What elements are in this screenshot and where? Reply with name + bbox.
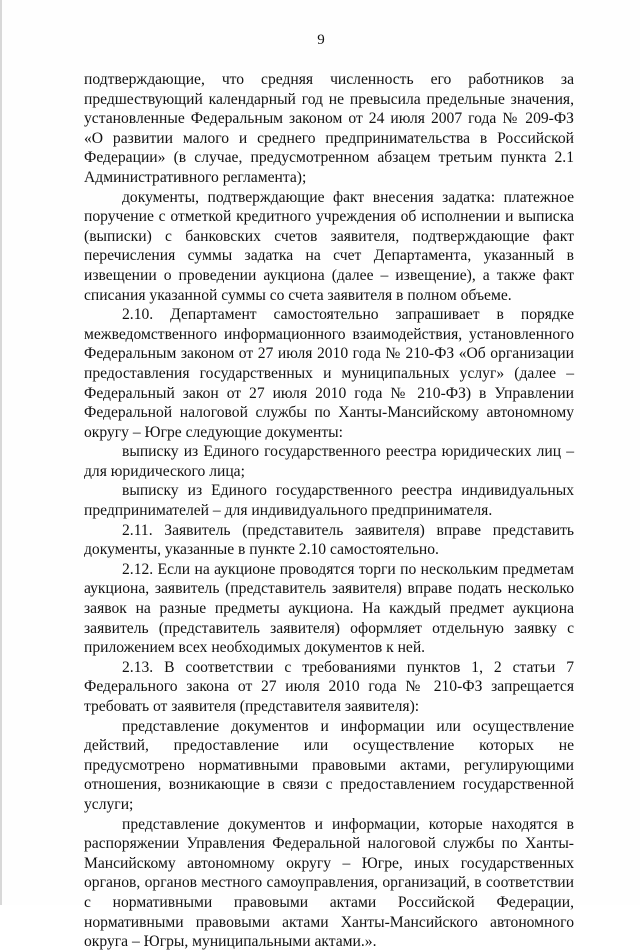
paragraph: 2.12. Если на аукционе проводятся торги по нескольким предметам аукциона, заявитель (представитель заявителя) вправе подать несколько заявок на разные предметы аукциона. На каждый предмет аукциона заявитель (представитель заявителя) оформляет отдельную заявку с приложением всех необходимых документов к ней. [84,560,574,657]
paragraph: 2.10. Департамент самостоятельно запрашивает в порядке межведомственного информационного взаимодействия, установленного Федеральным законом от 27 июля 2010 года № 210-ФЗ «Об организации предоставления государственных и муниципальных услуг» (далее – Федеральный закон от 27 июля 2010 года № 210-ФЗ) в Управлении Федеральной налоговой службы по Ханты-Мансийскому автономному округу – Югре следующие документы: [84,306,574,441]
paragraph: представление документов и информации, которые находятся в распоряжении Управления Федеральной налоговой службы по Ханты-Мансийскому автономному округу – Югре, иных государственных органов, органов местного самоуправления, организаций, в соответствии с нормативными правовыми актами Российской Федерации, нормативными правовыми актами Ханты-Мансийского автономного округа – Югры, муниципальными актами.». [84,815,574,951]
page-number: 9 [317,32,325,48]
paragraph: 2.11. Заявитель (представитель заявителя) вправе представить документы, указанные в пункте 2.10 самостоятельно. [84,521,574,559]
paragraph: подтверждающие, что средняя численность его работников за предшествующий календарный год не превысила предельные значения, установленные Федеральным законом от 24 июля 2007 года № 209-ФЗ «О развитии малого и среднего предпринимательства в Российской Федерации» (в случае, предусмотренном абзацем третьим пункта 2.1 Административного регламента); [84,71,574,186]
paragraph: представление документов и информации или осуществление действий, предоставление или осуществление которых не предусмотрено нормативными правовыми актами, регулирующими отношения, возникающие в связи с предоставлением государственной услуги; [84,717,574,813]
paragraph: выписку из Единого государственного реестра индивидуальных предпринимателей – для индивидуального предпринимателя. [84,482,574,520]
paragraph: 2.13. В соответствии с требованиями пунктов 1, 2 статьи 7 Федерального закона от 27 июля 2010 года № 210-ФЗ запрещается требовать от заявителя (представителя заявителя): [84,658,574,715]
document-body [84,70,574,952]
paragraph: документы, подтверждающие факт внесения задатка: платежное поручение с отметкой кредитного учреждения об исполнении и выписка (выписки) с банковских счетов заявителя, подтверждающие факт перечисления суммы задатка на счет Департамента, указанный в извещении о проведении аукциона (далее – извещение), а также факт списания указанной суммы со счета заявителя в полном объеме. [84,188,574,304]
paragraph: выписку из Единого государственного реестра юридических лиц – для юридического лица; [84,443,574,480]
